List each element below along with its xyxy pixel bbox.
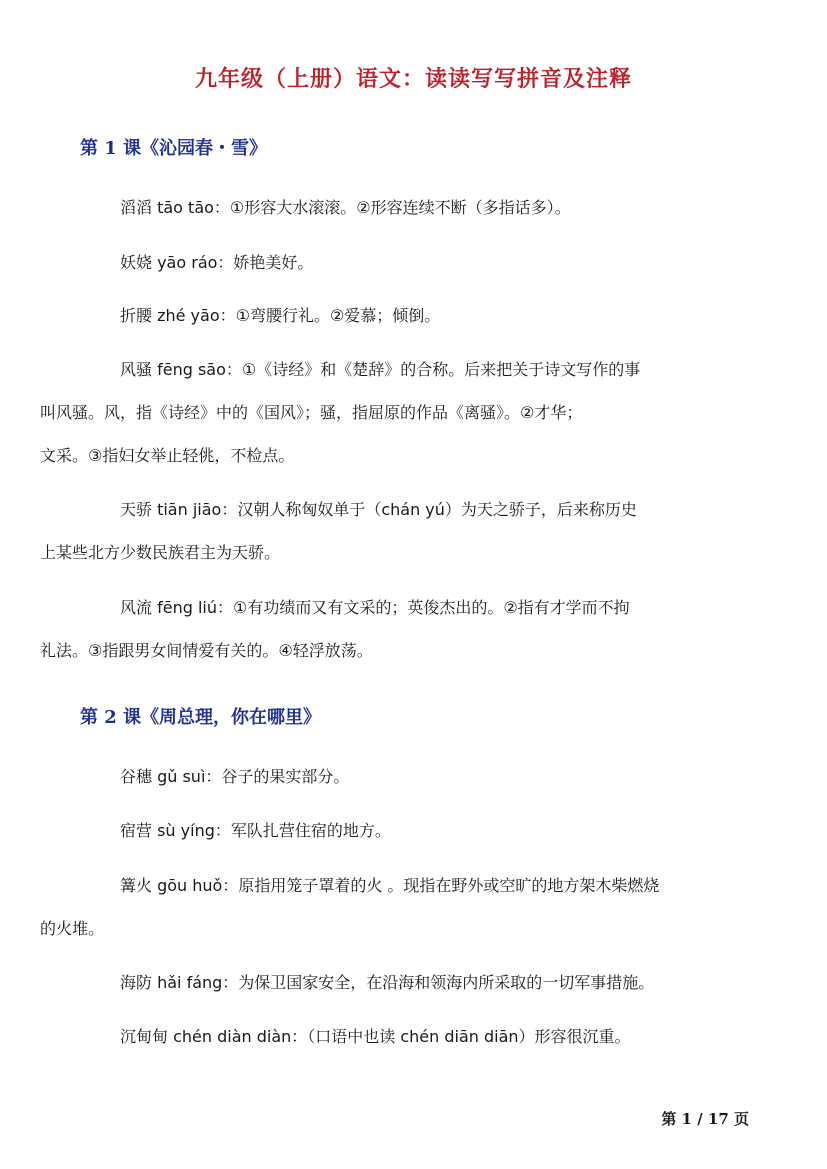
entry-line: 宿营 sù yíng：军队扎营住宿的地方。	[120, 821, 391, 840]
entry-fengliu	[40, 586, 752, 672]
lesson-2-heading: 第 2 课《周总理，你在哪里》	[80, 707, 322, 728]
entry-line: 文采。③指妇女举止轻佻，不检点。	[40, 446, 295, 465]
entry-taotao	[80, 186, 752, 229]
entry-line: 天骄 tiān jiāo：汉朝人称匈奴单于（chán yú）为天之骄子，后来称历史	[120, 500, 637, 519]
entry-line: 妖娆 yāo ráo：娇艳美好。	[120, 253, 314, 272]
entry-line: 风流 fēng liú：①有功绩而又有文采的；英俊杰出的。②指有才学而不拘	[120, 598, 630, 617]
entry-chendiandian	[80, 1015, 752, 1058]
entry-line: 叫风骚。风，指《诗经》中的《国风》；骚，指屈原的作品《离骚》。②才华；	[40, 403, 583, 422]
entry-haifang	[80, 961, 752, 1004]
entry-line: 海防 hǎi fáng：为保卫国家安全，在沿海和领海内所采取的一切军事措施。	[120, 973, 655, 992]
entry-tianjiao	[40, 488, 752, 574]
entry-line: 折腰 zhé yāo：①弯腰行礼。②爱慕；倾倒。	[120, 306, 441, 325]
entry-line: 礼法。③指跟男女间情爱有关的。④轻浮放荡。	[40, 641, 373, 660]
entry-line: 风骚 fēng sāo：①《诗经》和《楚辞》的合称。后来把关于诗文写作的事	[120, 360, 641, 379]
entry-gusui	[80, 755, 752, 798]
entry-fengsao	[40, 348, 752, 477]
entry-gouhuo	[40, 864, 752, 950]
entry-line: 篝火 gōu huǒ：原指用笼子罩着的火 。现指在野外或空旷的地方架木柴燃烧	[120, 876, 660, 895]
entry-line: 滔滔 tāo tāo：①形容大水滚滚。②形容连续不断（多指话多）。	[120, 198, 571, 217]
entry-line: 上某些北方少数民族君主为天骄。	[40, 543, 281, 562]
document-title: 九年级（上册）语文：读读写写拼音及注释	[194, 66, 632, 92]
entry-yaorao	[80, 241, 752, 284]
entry-zheyao	[80, 294, 752, 337]
lesson-1-heading: 第 1 课《沁园春・雪》	[80, 138, 268, 159]
entry-line: 的火堆。	[40, 919, 105, 938]
page-number: 第 1 / 17 页	[661, 1110, 749, 1128]
entry-line: 沉甸甸 chén diàn diàn：（口语中也读 chén diān diān）形容很沉重。	[120, 1027, 631, 1046]
entry-suying	[80, 809, 752, 852]
entry-line: 谷穗 gǔ suì：谷子的果实部分。	[120, 767, 350, 786]
